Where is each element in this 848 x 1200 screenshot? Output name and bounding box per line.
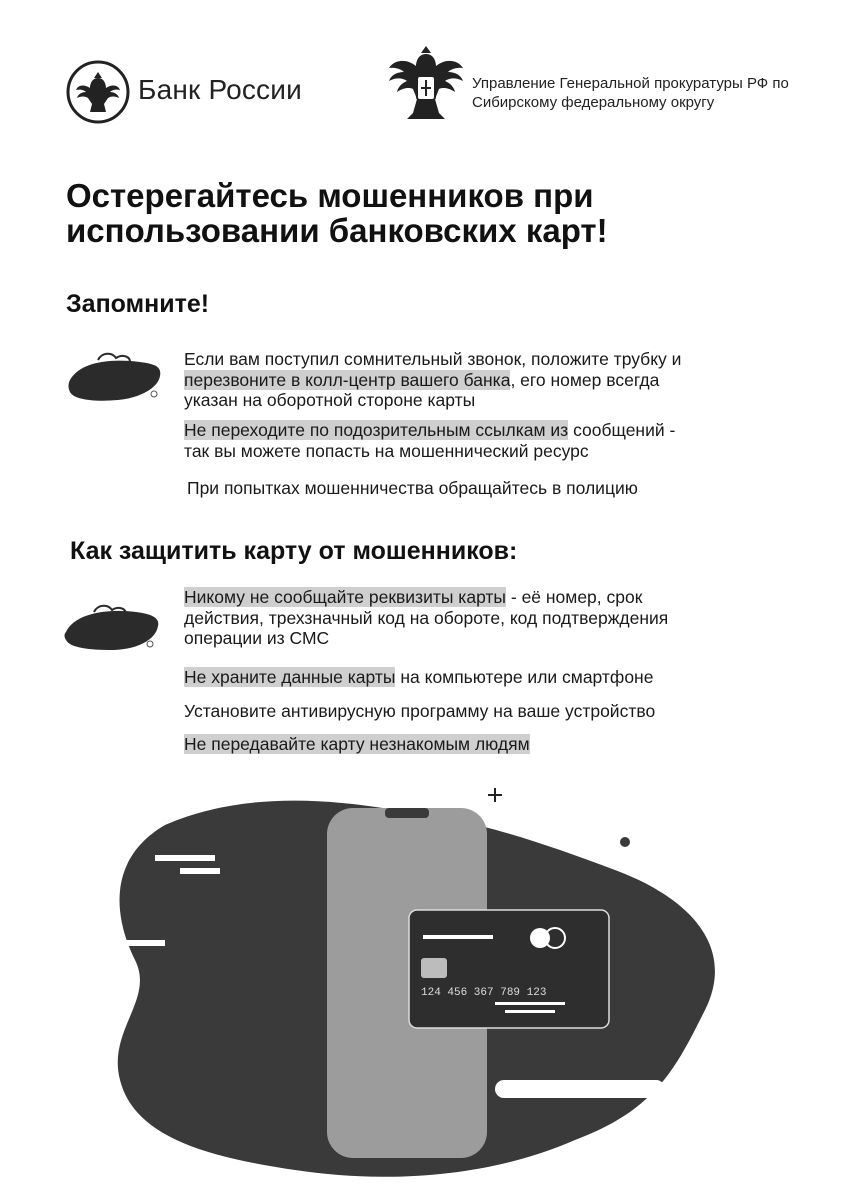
tip-card-strangers: Не передавайте карту незнакомым людям [184,734,530,754]
eagle-emblem-icon [66,60,130,124]
phone-handset-icon [62,350,172,410]
tip-store-data: Не храните данные карты на компьютере или смартфоне [184,667,654,687]
section-heading-protect-card: Как защитить карту от мошенников: [70,537,518,565]
tip-card-details: Никому не сообщайте реквизиты карты - её номер, срок действия, трехзначный код на обороте, код подтверждения операции из СМС [184,587,669,648]
tip-antivirus: Установите антивирусную программу на ваше устройство [184,701,656,721]
prokuratura-emblem-icon [385,42,467,130]
phone-card-illustration [95,780,755,1190]
phone-handset-icon [60,600,170,660]
tip-police: При попытках мошенничества обращайтесь в полицию [187,478,638,498]
tip-no-links: Не переходите по подозрительным ссылкам из сообщений - так вы можете попасть на мошеннический ресурс [184,420,676,461]
page-title: Остерегайтесь мошенников при использовании банковских карт! [66,177,608,249]
prokuratura-name: Управление Генеральной прокуратуры РФ по Сибирскому федеральному округу [472,75,789,111]
bank-name: Банк России [138,74,302,105]
tip-call-back: Если вам поступил сомнительный звонок, положите трубку и перезвоните в колл-центр вашего банка, его номер всегда указан на оборотной стороне карты [184,349,682,410]
card-number: 124 456 367 789 123 [421,987,547,999]
section-heading-remember: Запомните! [66,290,210,318]
